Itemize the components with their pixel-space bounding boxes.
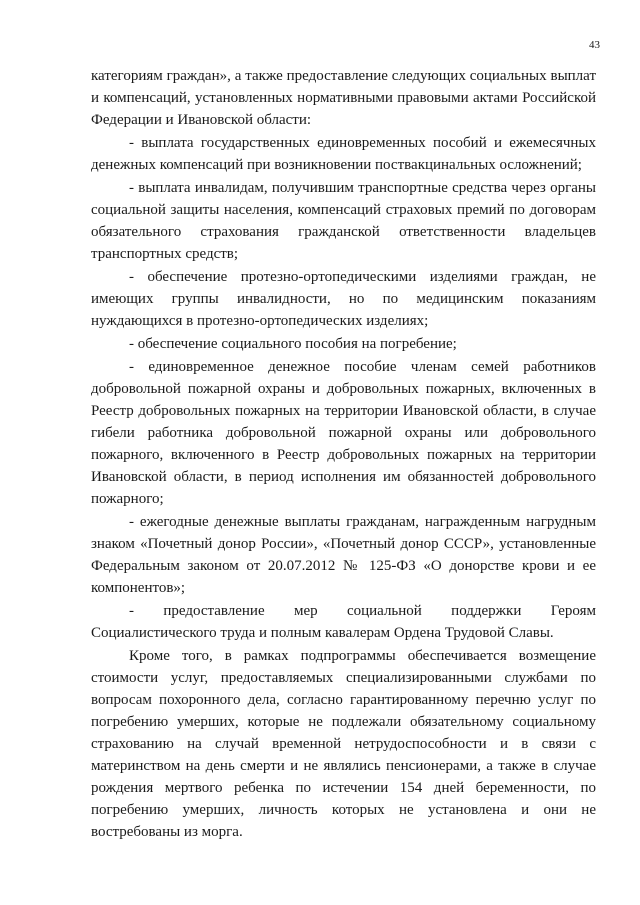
paragraph-vaccination-benefits: - выплата государственных единовременных пособий и ежемесячных денежных компенсаций при возникновении поствакцинальных осложнений; bbox=[91, 135, 596, 173]
paragraph-intro-continuation: категориям граждан», а также предоставление следующих социальных выплат и компенсаций, установленных нормативными правовыми актами Российской Федерации и Ивановской области: bbox=[91, 68, 596, 128]
paragraph-firefighter-allowance: - единовременное денежное пособие членам семей работников добровольной пожарной охраны и добровольных пожарных, включенных в Реестр добровольных пожарных на территории Ивановской области, в случае гибели работника добровольной пожарной охраны или добровольного пожарного, включенного в Реестр добровольных пожарных на территории Ивановской области, в период исполнения им обязанностей добровольного пожарного; bbox=[91, 359, 596, 507]
paragraph-funeral-services: Кроме того, в рамках подпрограммы обеспечивается возмещение стоимости услуг, предоставляемых специализированными службами по вопросам похоронного дела, согласно гарантированному перечню услуг по погребению умерших, которые не подлежали обязательному социальному страхованию на случай временной нетрудоспособности и в связи с материнством на день смерти и не являлись пенсионерами, а также в случае рождения мертвого ребенка по истечении 154 дней беременности, по погребению умерших, личность которых не установлена и они не востребованы из морга. bbox=[91, 648, 596, 840]
document-body bbox=[91, 65, 596, 844]
paragraph-prosthetics: - обеспечение протезно-ортопедическими изделиями граждан, не имеющих группы инвалидности, но по медицинским показаниям нуждающихся в протезно-ортопедических изделиях; bbox=[91, 269, 596, 329]
paragraph-donor-payments: - ежегодные денежные выплаты гражданам, награжденным нагрудным знаком «Почетный донор России», «Почетный донор СССР», установленные Федеральным законом от 20.07.2012 № 125-ФЗ «О донорстве крови и ее компонентов»; bbox=[91, 514, 596, 596]
paragraph-insurance-compensation: - выплата инвалидам, получившим транспортные средства через органы социальной защиты населения, компенсаций страховых премий по договорам обязательного страхования гражданской ответственности владельцев транспортных средств; bbox=[91, 180, 596, 262]
paragraph-heroes-support: - предоставление мер социальной поддержки Героям Социалистического труда и полным кавалерам Ордена Трудовой Славы. bbox=[91, 603, 596, 641]
paragraph-funeral-allowance: - обеспечение социального пособия на погребение; bbox=[129, 336, 457, 352]
page-number: 43 bbox=[589, 39, 600, 51]
